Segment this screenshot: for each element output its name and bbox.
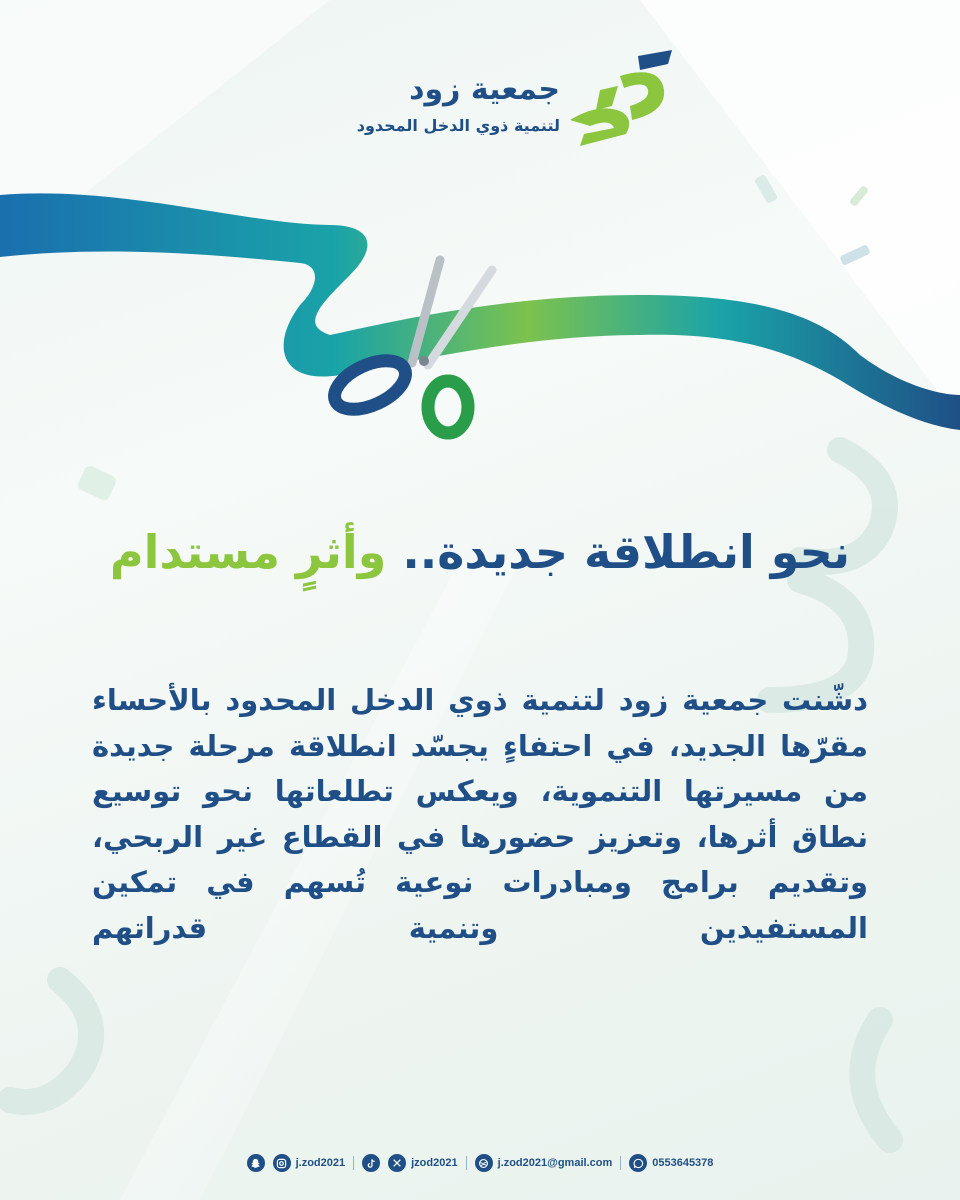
headline-green: وأثرٍ مستدام xyxy=(109,525,387,579)
x-icon xyxy=(388,1154,406,1172)
footer-divider xyxy=(466,1156,467,1170)
contact-x[interactable] xyxy=(388,1154,457,1172)
instagram-handle: j.zod2021 xyxy=(295,1157,346,1169)
contact-snapchat[interactable] xyxy=(247,1154,265,1172)
x-handle: jzod2021 xyxy=(411,1157,458,1169)
contact-tiktok[interactable] xyxy=(362,1154,380,1172)
org-name: جمعية زود xyxy=(409,72,560,107)
org-subtitle: لتنمية ذوي الدخل المحدود xyxy=(356,116,560,135)
instagram-icon xyxy=(273,1154,291,1172)
headline-blue: نحو انطلاقة جديدة.. xyxy=(402,525,851,579)
footer-divider xyxy=(620,1156,621,1170)
phone-number: 0553645378 xyxy=(652,1157,714,1169)
email-icon xyxy=(475,1154,493,1172)
zod-logo-icon xyxy=(560,50,680,150)
contact-whatsapp[interactable] xyxy=(629,1154,713,1172)
ribbon-icon xyxy=(0,185,960,445)
headline xyxy=(40,525,920,579)
whatsapp-icon xyxy=(629,1154,647,1172)
body-paragraph: دشّنت جمعية زود لتنمية ذوي الدخل المحدود بالأحساء مقرّها الجديد، في احتفاءٍ يجسّد انطلاقة مرحلة جديدة من مسيرتها التنموية، ويعكس تطلعاتها نحو توسيع نطاق أثرها، وتعزيز حضورها في القطاع غير الربحي، وتقديم برامج ومبادرات نوعية تُسهم في تمكين المستفيدين وتنمية قدراتهم xyxy=(92,683,868,945)
tiktok-icon xyxy=(362,1154,380,1172)
contact-email[interactable] xyxy=(475,1154,613,1172)
logo-header xyxy=(330,58,700,168)
footer-contacts xyxy=(0,1154,960,1172)
contact-instagram[interactable] xyxy=(273,1154,346,1172)
snapchat-icon xyxy=(247,1154,265,1172)
footer-divider xyxy=(353,1156,354,1170)
email-address: j.zod2021@gmail.com xyxy=(497,1157,613,1169)
